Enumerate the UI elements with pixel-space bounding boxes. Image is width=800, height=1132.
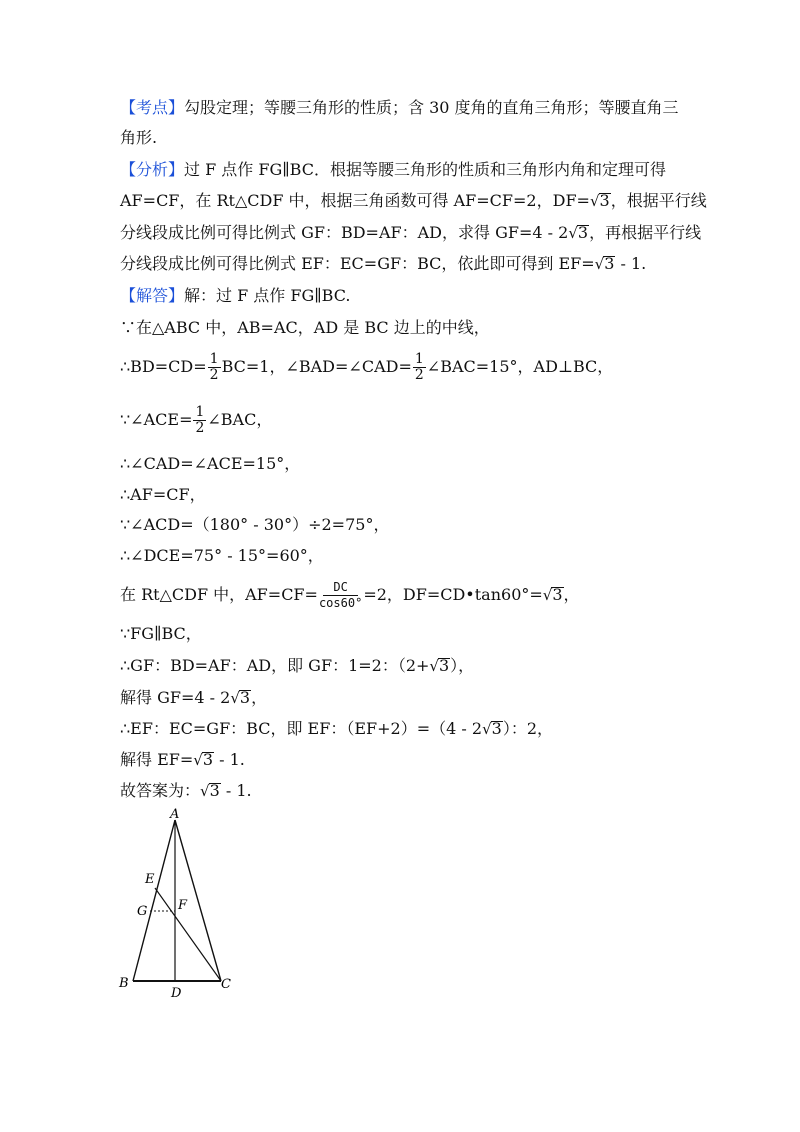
step-6: ∵∠ACD=（180° - 30°）÷2=75°， [120, 515, 390, 534]
sqrt-sign: √ [482, 720, 492, 738]
fenxi-text-4b: - 1. [615, 254, 647, 273]
jieda-tag: 【解答】 [120, 286, 185, 305]
fenxi-text-4a: 分线段成比例可得比例式 EF：EC=GF：BC，依此即可得到 EF= [120, 254, 595, 273]
side-ab [133, 820, 175, 981]
step-10 [120, 655, 474, 677]
step-7: ∴∠DCE=75° - 15°=60°， [120, 546, 324, 565]
frac-den: 2 [414, 367, 424, 383]
label-a: A [170, 807, 180, 822]
step-10a: ∴GF：BD=AF：AD，即 GF：1=2：（2+ [120, 656, 430, 675]
sqrt-sign: √ [230, 689, 240, 707]
step-2 [120, 352, 613, 382]
fenxi-line-2 [120, 190, 707, 212]
step-8a: 在 Rt△CDF 中，AF=CF= [120, 585, 318, 604]
fenxi-tag: 【分析】 [120, 160, 185, 179]
radicand: 3 [239, 688, 251, 707]
step-3a: ∵∠ACE= [120, 410, 193, 429]
fenxi-line-3 [120, 222, 701, 244]
step-2b: BC=1，∠BAD=∠CAD= [221, 357, 412, 376]
radicand: 3 [202, 750, 214, 769]
frac-den: 2 [209, 367, 219, 383]
frac-num-dc: DC [323, 580, 357, 596]
step-4: ∴∠CAD=∠ACE=15°， [120, 454, 301, 473]
label-g: G [137, 904, 148, 919]
label-b: B [119, 976, 129, 991]
radicand: 3 [577, 223, 589, 242]
kaodian-line-1 [120, 97, 679, 119]
step-13b: - 1. [214, 750, 245, 769]
sqrt-sign: √ [568, 224, 578, 242]
step-12 [120, 718, 553, 740]
fraction-dc-cos60 [319, 580, 362, 611]
step-11a: 解得 GF=4 - 2 [120, 688, 231, 707]
step-14 [120, 780, 252, 802]
step-2a: ∴BD=CD= [120, 357, 207, 376]
label-c: C [221, 977, 231, 992]
label-d: D [171, 986, 182, 1000]
triangle-figure [110, 805, 250, 1000]
step-14a: 故答案为： [120, 781, 201, 800]
kaodian-text-1: 勾股定理；等腰三角形的性质；含 30 度角的直角三角形；等腰直角三 [184, 98, 679, 117]
fenxi-text-3a: 分线段成比例可得比例式 GF：BD=AF：AD，求得 GF=4 - 2 [120, 223, 569, 242]
radicand: 3 [599, 191, 610, 210]
fenxi-text-3b: ，再根据平行线 [589, 223, 702, 242]
step-12b: ）：2， [502, 719, 553, 738]
radicand: 3 [438, 656, 450, 675]
frac-den-cos60: cos60° [318, 596, 363, 610]
step-13 [120, 749, 245, 771]
fenxi-line-1 [120, 159, 666, 181]
step-1: ∵在△ABC 中，AB=AC，AD 是 BC 边上的中线， [120, 318, 490, 337]
step-11 [120, 687, 267, 709]
step-14b: - 1. [220, 781, 252, 800]
step-3b: ∠BAC， [207, 410, 273, 429]
kaodian-line-2: 角形. [120, 128, 158, 147]
step-9: ∵FG∥BC， [120, 624, 202, 643]
fraction-half [208, 352, 221, 383]
label-f: F [178, 898, 188, 913]
step-11b: ， [251, 688, 268, 707]
sqrt-sign: √ [589, 192, 600, 210]
step-5: ∴AF=CF， [120, 485, 206, 504]
radicand: 3 [491, 719, 502, 738]
label-e: E [145, 872, 155, 887]
fenxi-text-2a: AF=CF，在 Rt△CDF 中，根据三角函数可得 AF=CF=2，DF= [120, 191, 590, 210]
jieda-line [120, 285, 350, 307]
segment-ce [155, 888, 221, 981]
frac-num: 1 [195, 404, 205, 420]
radicand: 3 [552, 585, 563, 604]
sqrt-sign: √ [542, 586, 553, 604]
fenxi-text-1: 过 F 点作 FG∥BC．根据等腰三角形的性质和三角形内角和定理可得 [184, 160, 666, 179]
step-8c: ， [563, 585, 580, 604]
jieda-intro: 解：过 F 点作 FG∥BC. [184, 286, 351, 305]
step-8b: =2，DF=CD•tan60°= [363, 585, 543, 604]
kaodian-tag: 【考点】 [120, 98, 185, 117]
step-12a: ∴EF：EC=GF：BC，即 EF：（EF+2）=（4 - 2 [120, 719, 483, 738]
fenxi-line-4 [120, 253, 646, 275]
radicand: 3 [604, 254, 615, 273]
frac-den: 2 [195, 420, 205, 436]
sqrt-sign: √ [594, 255, 605, 273]
step-13a: 解得 EF= [120, 750, 194, 769]
step-3 [120, 405, 272, 435]
frac-num: 1 [209, 351, 219, 367]
frac-num: 1 [414, 351, 424, 367]
sqrt-sign: √ [200, 782, 210, 800]
step-2c: ∠BAC=15°，AD⊥BC， [426, 357, 614, 376]
fraction-half [413, 352, 426, 383]
sqrt-sign: √ [429, 657, 439, 675]
step-8 [120, 580, 580, 610]
fenxi-text-2b: ，根据平行线 [610, 191, 707, 210]
fraction-half [193, 405, 206, 436]
sqrt-sign: √ [193, 751, 203, 769]
radicand: 3 [209, 781, 220, 800]
step-10b: ）， [450, 656, 475, 675]
